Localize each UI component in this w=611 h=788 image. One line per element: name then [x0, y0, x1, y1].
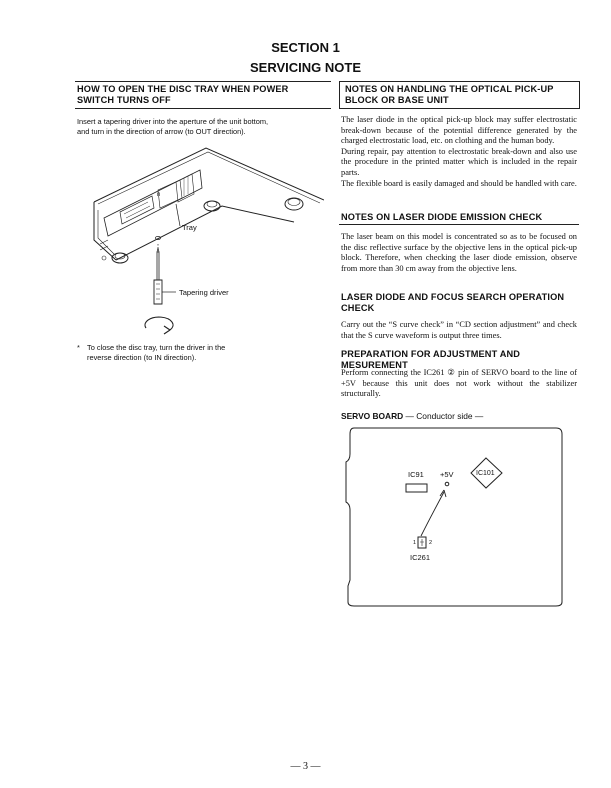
- foot-right: [285, 198, 303, 210]
- ic261-label: IC261: [410, 553, 431, 562]
- instruction-line2: and turn in the direction of arrow (to OUT direction).: [77, 126, 246, 136]
- emission-check-heading: NOTES ON LASER DIODE EMISSION CHECK: [341, 212, 543, 222]
- jumper-wire: [421, 492, 444, 536]
- optical-pickup-body: [341, 115, 577, 189]
- note-line2: reverse direction (to IN direction).: [87, 352, 197, 362]
- optical-heading-line1: NOTES ON HANDLING THE OPTICAL PICK-UP: [345, 84, 554, 94]
- heading-rule-bottom: [75, 108, 331, 109]
- plus5v-label: +5V: [440, 470, 454, 479]
- ic101-label: IC101: [476, 470, 495, 477]
- emission-check-body: The laser beam on this model is concentrated so as to be focused on the disc reflective surface by the objective lens in the optical pick-up block. Therefore, when checking the laser diode emission, observe from more than 30 cm away from the objective lens.: [341, 232, 577, 273]
- ic91-label: IC91: [408, 470, 424, 479]
- driver-handle: [154, 280, 162, 304]
- optical-paragraph-2: During repair, pay attention to electrostatic break-down and also use the procedure in the printed matter which is included in the repair parts.: [341, 146, 577, 177]
- optical-paragraph-1: The laser diode in the optical pick-up block may suffer electrostatic break-down because of the potential difference generated by the charged electrostatic load, etc. on clothing and the human body.: [341, 115, 577, 146]
- servo-board-diagram: [344, 426, 566, 608]
- preparation-body: Perform connecting the IC261 ② pin of SERVO board to the line of +5V because this unit does not work without the stabilizer structurally.: [341, 368, 577, 399]
- focus-heading-line1: LASER DIODE AND FOCUS SEARCH OPERATION: [341, 292, 565, 302]
- preparation-heading: PREPARATION FOR ADJUSTMENT AND MESUREMENT: [341, 349, 521, 370]
- optical-pickup-heading: [339, 81, 580, 109]
- ic91-chip: [406, 484, 427, 492]
- plus5v-point: [445, 482, 449, 486]
- servo-board-title: SERVO BOARD: [341, 411, 404, 421]
- tray-label: Tray: [182, 223, 197, 232]
- unit-bottom-edge: [116, 206, 294, 260]
- pin2-label: 2: [429, 540, 433, 546]
- disc-tray-heading: [77, 84, 331, 106]
- optical-heading-line2: BLOCK OR BASE UNIT: [345, 95, 449, 105]
- tray-leader: [176, 204, 180, 226]
- disc-tray-heading-line1: HOW TO OPEN THE DISC TRAY WHEN POWER: [77, 84, 289, 94]
- focus-search-body: Carry out the “S curve check” in “CD section adjustment” and check that the S curve waveform is output three times.: [341, 320, 577, 340]
- page-number: — 3 —: [290, 761, 321, 772]
- section-number: SECTION 1: [271, 40, 340, 55]
- board-outline: [346, 428, 562, 606]
- note-line1: To close the disc tray, turn the driver in the: [87, 343, 226, 352]
- instruction-line1: Insert a tapering driver into the aperture of the unit bottom,: [77, 117, 269, 126]
- tray-opening: [120, 196, 154, 224]
- foot-center: [204, 201, 220, 211]
- disc-tray-illustration: [84, 140, 324, 340]
- page-title: SERVICING NOTE: [249, 60, 361, 75]
- optical-paragraph-3: The flexible board is easily damaged and should be handled with care.: [341, 178, 577, 188]
- svg-text:n: n: [157, 192, 161, 198]
- servo-board-subtitle: — Conductor side —: [405, 411, 484, 421]
- close-tray-note: [77, 343, 337, 362]
- pin1-label: 1: [413, 540, 417, 546]
- heading-rule-top: [75, 81, 331, 82]
- driver-shaft: [157, 252, 159, 280]
- focus-heading-line2: CHECK: [341, 303, 375, 313]
- unit-top-edge: [94, 148, 324, 202]
- servo-board-caption: [341, 411, 483, 421]
- unit-front-left: [94, 202, 116, 260]
- rotation-arrow: [145, 317, 173, 330]
- driver-label: Tapering driver: [179, 288, 229, 297]
- disc-tray-heading-line2: SWITCH TURNS OFF: [77, 95, 171, 105]
- note-bullet: *: [77, 343, 80, 352]
- disc-tray-instruction: [77, 117, 337, 136]
- emission-heading-rule: [339, 224, 579, 225]
- focus-search-heading: [341, 292, 581, 314]
